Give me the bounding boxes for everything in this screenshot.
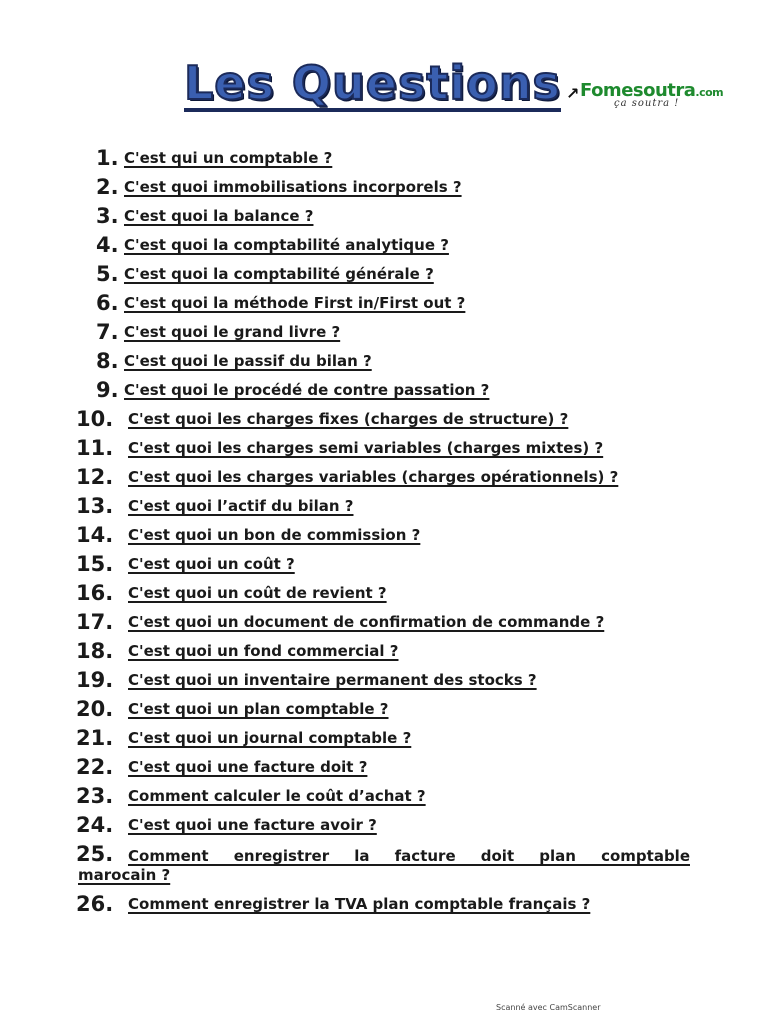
question-text: C'est quoi un plan comptable ? — [128, 700, 389, 718]
question-number: 10. — [76, 407, 114, 431]
question-text: C'est qui un comptable ? — [124, 149, 333, 167]
question-text: C'est quoi le procédé de contre passation ? — [124, 381, 490, 399]
question-text: C'est quoi l’actif du bilan ? — [128, 497, 354, 515]
question-text: C'est quoi un journal comptable ? — [128, 729, 412, 747]
question-text: C'est quoi une facture doit ? — [128, 758, 368, 776]
question-text: C'est quoi un bon de commission ? — [128, 526, 421, 544]
question-text-continuation: marocain ? — [78, 866, 171, 884]
question-number: 14. — [76, 523, 114, 547]
question-text: C'est quoi un coût de revient ? — [128, 584, 387, 602]
question-text: C'est quoi un document de confirmation de commande ? — [128, 613, 605, 631]
question-number: 13. — [76, 494, 114, 518]
question-number: 9. — [96, 378, 119, 402]
question-number: 2. — [96, 175, 119, 199]
question-number: 6. — [96, 291, 119, 315]
question-number: 26. — [76, 892, 114, 916]
question-number: 19. — [76, 668, 114, 692]
question-text: C'est quoi immobilisations incorporels ? — [124, 178, 462, 196]
question-text: Comment enregistrer la TVA plan comptable français ? — [128, 895, 591, 913]
question-number: 23. — [76, 784, 114, 808]
page-title: Les Questions — [184, 56, 561, 110]
question-text: C'est quoi les charges fixes (charges de structure) ? — [128, 410, 569, 428]
question-number: 5. — [96, 262, 119, 286]
question-number: 8. — [96, 349, 119, 373]
logo-slogan: ça soutra ! — [614, 98, 680, 109]
question-text: C'est quoi le passif du bilan ? — [124, 352, 372, 370]
question-number: 1. — [96, 146, 119, 170]
question-text: C'est quoi la comptabilité analytique ? — [124, 236, 449, 254]
question-number: 11. — [76, 436, 114, 460]
question-text: C'est quoi le grand livre ? — [124, 323, 341, 341]
question-number: 24. — [76, 813, 114, 837]
question-text: Comment calculer le coût d’achat ? — [128, 787, 426, 805]
logo-tld: .com — [695, 86, 724, 99]
question-text: Comment enregistrer la facture doit plan comptable — [128, 847, 690, 865]
question-text: C'est quoi une facture avoir ? — [128, 816, 377, 834]
scanner-footer: Scanné avec CamScanner — [496, 1003, 601, 1012]
question-text: C'est quoi un inventaire permanent des stocks ? — [128, 671, 537, 689]
question-text: C'est quoi les charges variables (charges opérationnels) ? — [128, 468, 619, 486]
question-number: 4. — [96, 233, 119, 257]
question-number: 7. — [96, 320, 119, 344]
logo-name: Fomesoutra.com — [580, 80, 724, 101]
question-text: C'est quoi un coût ? — [128, 555, 295, 573]
question-text: C'est quoi un fond commercial ? — [128, 642, 399, 660]
question-number: 20. — [76, 697, 114, 721]
question-text: C'est quoi la balance ? — [124, 207, 314, 225]
question-number: 16. — [76, 581, 114, 605]
question-number: 3. — [96, 204, 119, 228]
question-number: 12. — [76, 465, 114, 489]
question-number: 18. — [76, 639, 114, 663]
question-text: C'est quoi les charges semi variables (charges mixtes) ? — [128, 439, 604, 457]
question-number: 21. — [76, 726, 114, 750]
question-number: 15. — [76, 552, 114, 576]
runner-icon: ↗ — [566, 84, 580, 103]
fomesoutra-logo — [566, 80, 736, 112]
question-number: 25. — [76, 842, 114, 866]
question-number: 17. — [76, 610, 114, 634]
question-number: 22. — [76, 755, 114, 779]
question-text: C'est quoi la comptabilité générale ? — [124, 265, 434, 283]
question-text: C'est quoi la méthode First in/First out ? — [124, 294, 466, 312]
